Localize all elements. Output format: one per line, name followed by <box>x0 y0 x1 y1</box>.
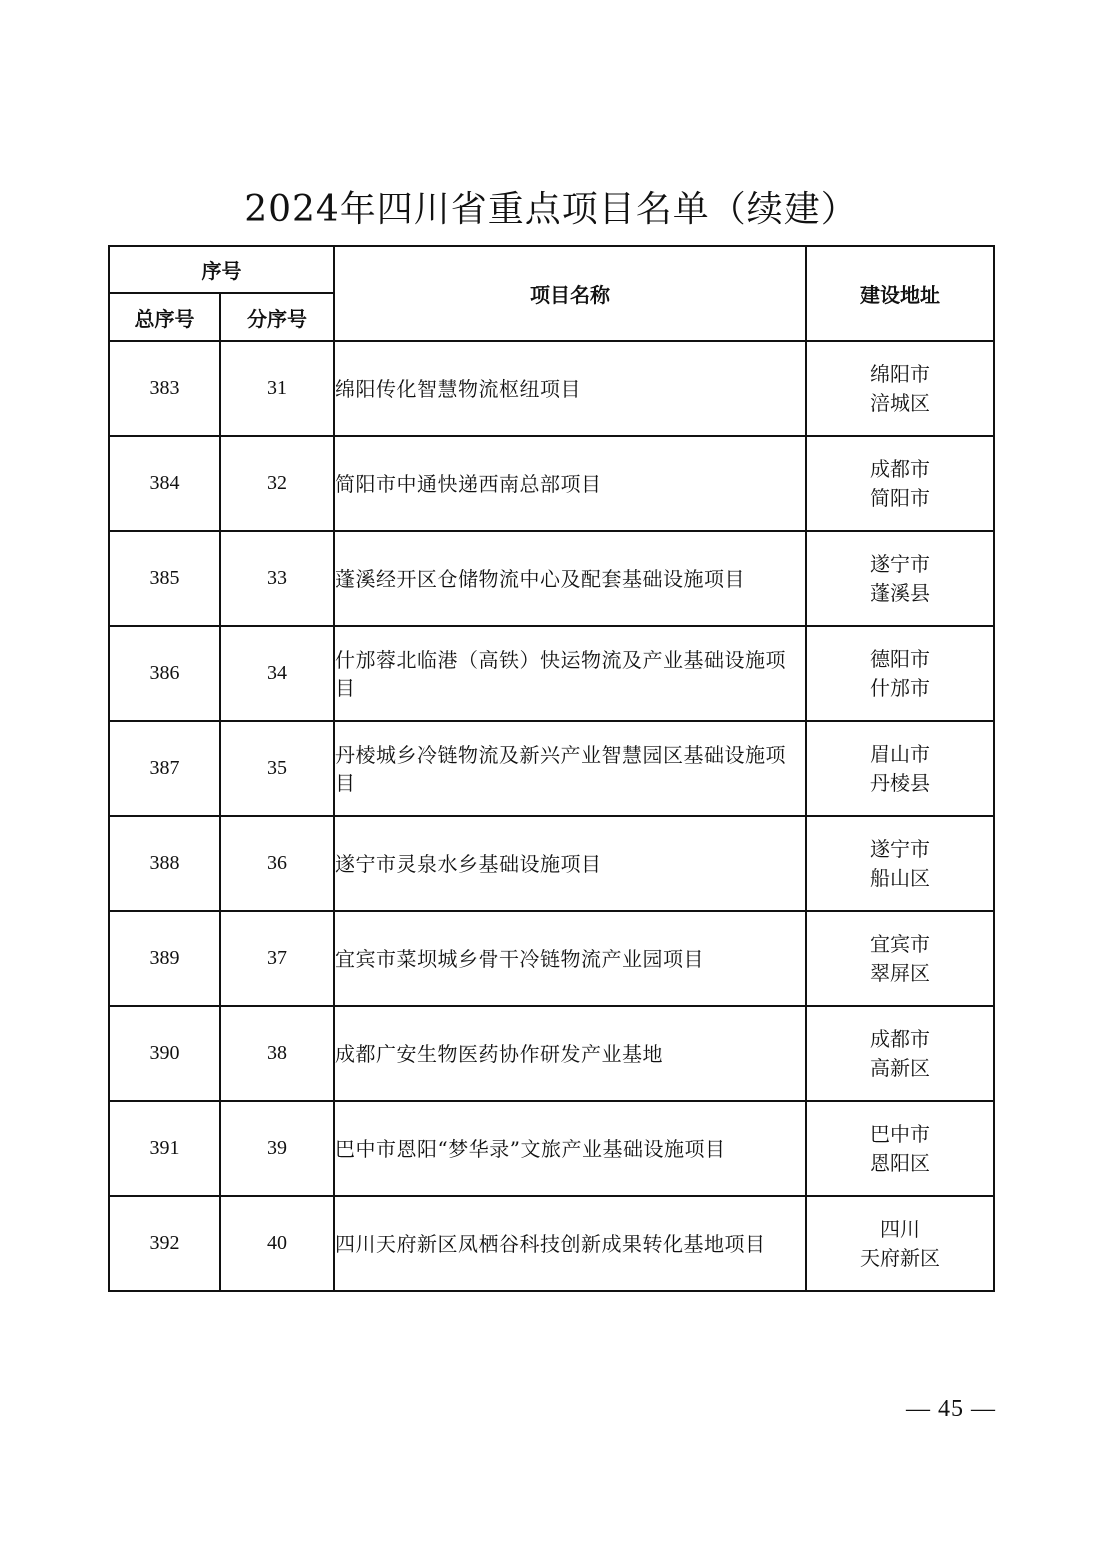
location-city: 遂宁市 <box>870 551 930 576</box>
location-city: 绵阳市 <box>870 361 930 386</box>
total-seq-cell: 388 <box>109 816 220 911</box>
location-district: 恩阳区 <box>870 1150 930 1175</box>
table-row <box>109 531 994 626</box>
table-row <box>109 911 994 1006</box>
total-seq-cell: 390 <box>109 1006 220 1101</box>
location-cell <box>806 1196 994 1291</box>
project-name-cell: 蓬溪经开区仓储物流中心及配套基础设施项目 <box>334 531 806 626</box>
project-name-cell: 巴中市恩阳“梦华录”文旅产业基础设施项目 <box>334 1101 806 1196</box>
location-district: 船山区 <box>870 865 930 890</box>
table-row <box>109 341 994 436</box>
location-cell <box>806 721 994 816</box>
table-row <box>109 1196 994 1291</box>
location-cell <box>806 911 994 1006</box>
location-district: 蓬溪县 <box>870 580 930 605</box>
project-name-cell: 绵阳传化智慧物流枢纽项目 <box>334 341 806 436</box>
sub-seq-cell: 38 <box>220 1006 334 1101</box>
location-district: 翠屏区 <box>870 960 930 985</box>
location-city: 巴中市 <box>870 1121 930 1146</box>
page-number: — 45 — <box>906 1396 996 1422</box>
sub-seq-cell: 33 <box>220 531 334 626</box>
sub-seq-cell: 34 <box>220 626 334 721</box>
sub-seq-cell: 35 <box>220 721 334 816</box>
project-name-cell: 四川天府新区凤栖谷科技创新成果转化基地项目 <box>334 1196 806 1291</box>
location-city: 成都市 <box>870 456 930 481</box>
location-district: 天府新区 <box>860 1245 940 1270</box>
location-city: 成都市 <box>870 1026 930 1051</box>
location-cell <box>806 816 994 911</box>
location-district: 简阳市 <box>870 485 930 510</box>
total-seq-cell: 389 <box>109 911 220 1006</box>
sub-seq-cell: 37 <box>220 911 334 1006</box>
header-sub-seq: 分序号 <box>220 293 334 341</box>
total-seq-cell: 387 <box>109 721 220 816</box>
total-seq-cell: 386 <box>109 626 220 721</box>
location-district: 什邡市 <box>870 675 930 700</box>
sub-seq-cell: 32 <box>220 436 334 531</box>
location-cell <box>806 341 994 436</box>
location-city: 宜宾市 <box>870 931 930 956</box>
location-cell <box>806 1006 994 1101</box>
table-row <box>109 721 994 816</box>
table-row <box>109 1101 994 1196</box>
total-seq-cell: 385 <box>109 531 220 626</box>
sub-seq-cell: 36 <box>220 816 334 911</box>
location-cell <box>806 626 994 721</box>
table-row <box>109 1006 994 1101</box>
location-city: 遂宁市 <box>870 836 930 861</box>
total-seq-cell: 391 <box>109 1101 220 1196</box>
project-name-cell: 丹棱城乡冷链物流及新兴产业智慧园区基础设施项目 <box>334 721 806 816</box>
table-row <box>109 436 994 531</box>
table-row <box>109 626 994 721</box>
header-seq-group: 序号 <box>109 246 334 293</box>
sub-seq-cell: 39 <box>220 1101 334 1196</box>
project-table <box>108 245 995 1292</box>
header-location: 建设地址 <box>806 246 994 341</box>
project-name-cell: 宜宾市菜坝城乡骨干冷链物流产业园项目 <box>334 911 806 1006</box>
table-header-row <box>109 246 994 293</box>
location-district: 涪城区 <box>870 390 930 415</box>
project-name-cell: 什邡蓉北临港（高铁）快运物流及产业基础设施项目 <box>334 626 806 721</box>
total-seq-cell: 383 <box>109 341 220 436</box>
header-total-seq: 总序号 <box>109 293 220 341</box>
sub-seq-cell: 40 <box>220 1196 334 1291</box>
total-seq-cell: 384 <box>109 436 220 531</box>
header-project-name: 项目名称 <box>334 246 806 341</box>
page-title: 2024年四川省重点项目名单（续建） <box>244 189 858 230</box>
location-district: 丹棱县 <box>870 770 930 795</box>
project-name-cell: 遂宁市灵泉水乡基础设施项目 <box>334 816 806 911</box>
sub-seq-cell: 31 <box>220 341 334 436</box>
location-city: 四川 <box>880 1216 920 1241</box>
location-cell <box>806 531 994 626</box>
location-cell <box>806 436 994 531</box>
location-city: 德阳市 <box>870 646 930 671</box>
total-seq-cell: 392 <box>109 1196 220 1291</box>
location-cell <box>806 1101 994 1196</box>
project-name-cell: 简阳市中通快递西南总部项目 <box>334 436 806 531</box>
project-name-cell: 成都广安生物医药协作研发产业基地 <box>334 1006 806 1101</box>
table-row <box>109 816 994 911</box>
location-city: 眉山市 <box>870 741 930 766</box>
location-district: 高新区 <box>870 1055 930 1080</box>
